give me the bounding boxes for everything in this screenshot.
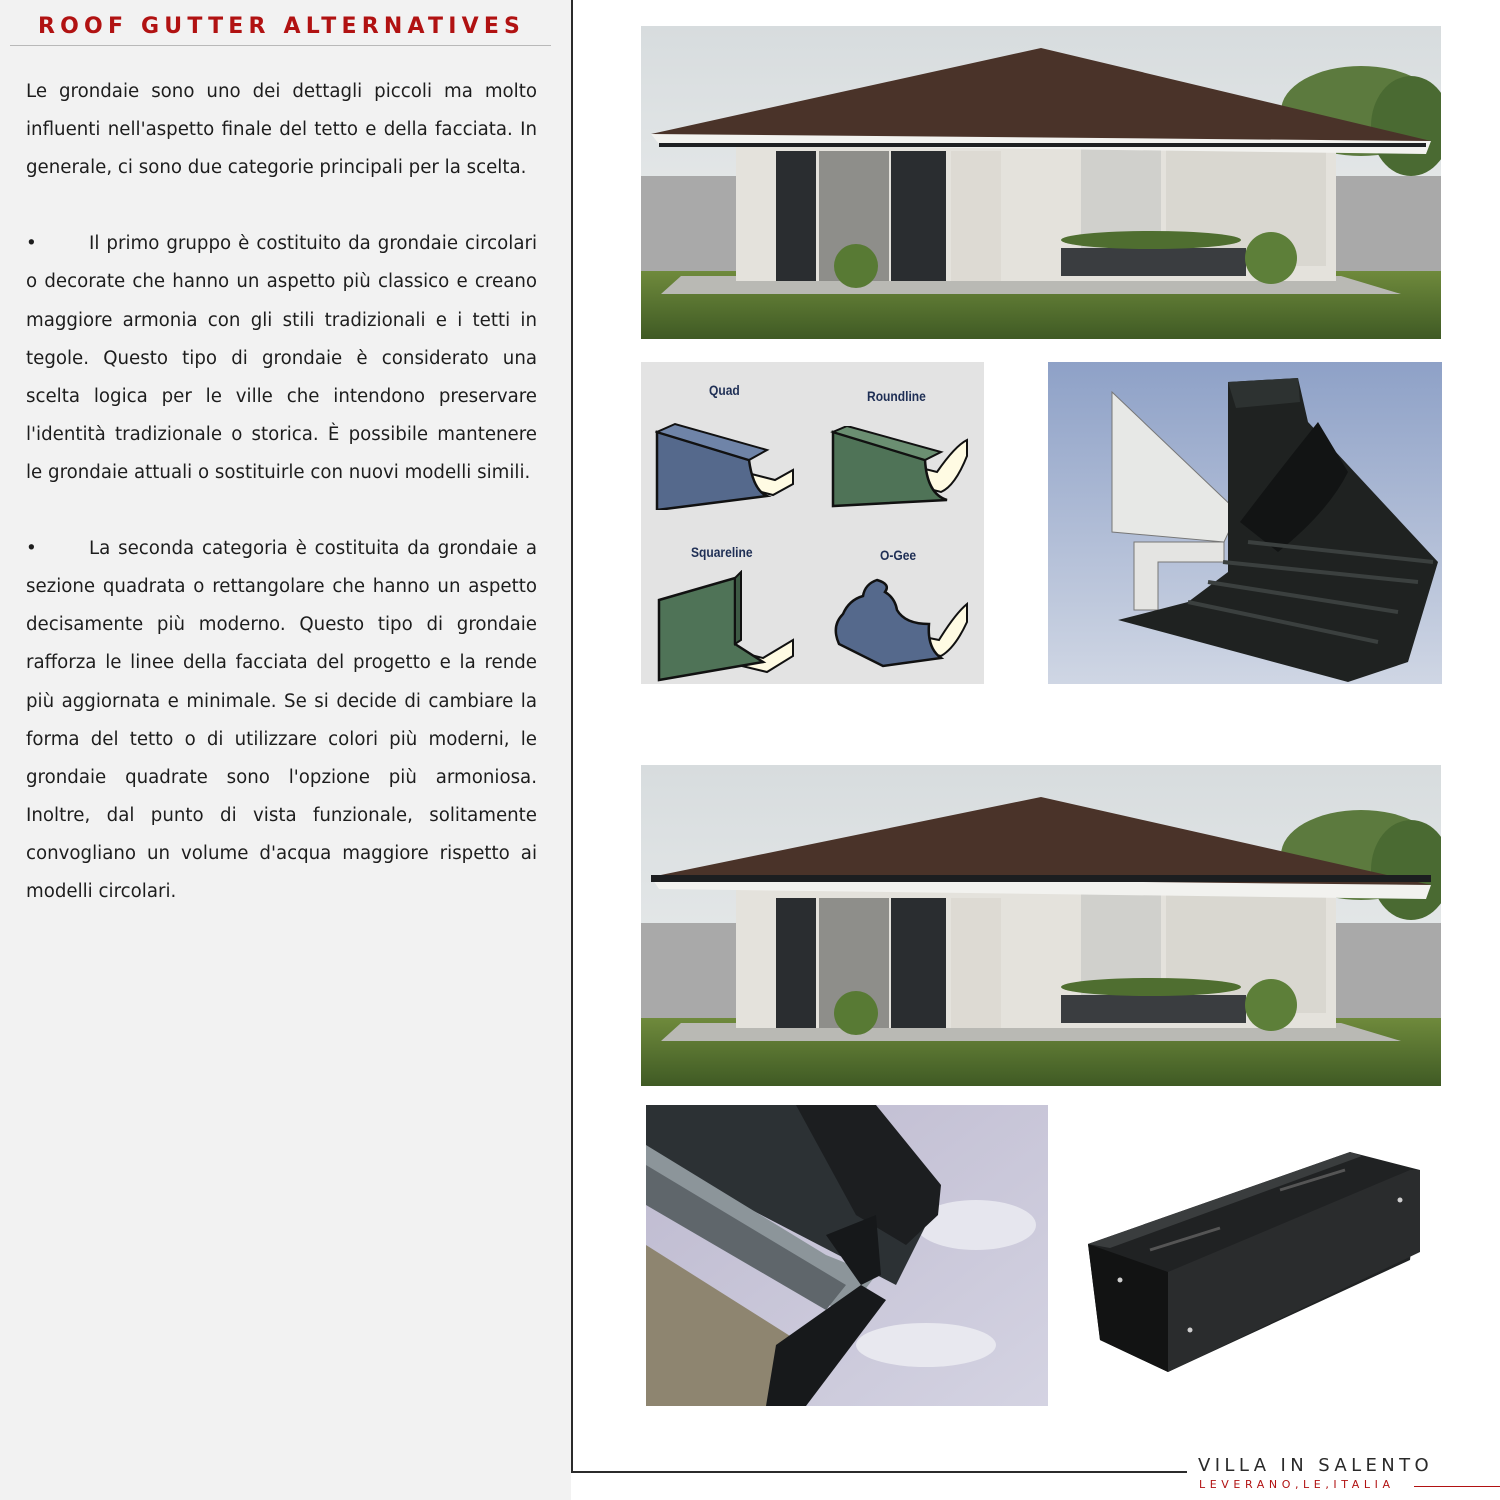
- bullet-point-2-text: La seconda categoria è costituita da grondaie a sezione quadrata o rettangolare che hanno un aspetto decisamente più moderno. Questo tipo di grondaie rafforza le linee della facciata del progetto e la rende più aggiornata e minimale. Se si decide di cambiare la forma del tetto o di utilizzare colori più moderni, le grondaie quadrate sono l'opzione più armoniosa. Inoltre, dal punto di vista funzionale, solitamente convogliano un volume d'acqua maggiore rispetto ai modelli circolari.: [26, 538, 537, 902]
- title-divider: [10, 45, 551, 46]
- gutter-profile-chart: [641, 362, 984, 684]
- bullet-point-1: [26, 225, 537, 492]
- roundline-gutter-icon: [829, 426, 971, 510]
- ogee-gutter-icon: [829, 574, 971, 668]
- gutter-label-quad: Quad: [709, 382, 740, 398]
- body-text: [26, 73, 537, 911]
- frame-vertical-line: [571, 0, 573, 1473]
- box-gutter-product-photo: [1080, 1140, 1435, 1385]
- project-location: LEVERANO,LE,ITALIA: [1199, 1478, 1395, 1491]
- footer-accent-line: [1414, 1486, 1500, 1487]
- quad-gutter-icon: [655, 420, 797, 510]
- bullet-marker: •: [26, 233, 37, 255]
- project-name: VILLA IN SALENTO: [1198, 1455, 1434, 1476]
- villa-render-classic-gutter: [641, 26, 1441, 339]
- squareline-gutter-icon: [655, 570, 797, 682]
- square-gutter-eave-photo: [646, 1105, 1048, 1406]
- bullet-marker: •: [26, 538, 37, 560]
- gutter-label-ogee: O-Gee: [880, 547, 917, 563]
- left-panel: [0, 0, 571, 1500]
- frame-horizontal-line: [571, 1471, 1187, 1473]
- gutter-label-squareline: Squareline: [691, 544, 753, 560]
- page-title: ROOF GUTTER ALTERNATIVES: [38, 14, 526, 39]
- bullet-point-1-text: Il primo gruppo è costituito da grondaie circolari o decorate che hanno un aspetto più classico e creano maggiore armonia con gli stili tradizionali e i tetti in tegole. Questo tipo di grondaie è considerato una scelta logica per le ville che intendono preservare l'identità tradizionale o storica. È possibile mantenere le grondaie attuali o sostituirle con nuovi modelli simili.: [26, 233, 537, 483]
- gutter-section-3d-render: [1048, 362, 1442, 684]
- gutter-label-roundline: Roundline: [867, 388, 926, 404]
- villa-render-modern-gutter: [641, 765, 1441, 1086]
- intro-paragraph: Le grondaie sono uno dei dettagli piccoli ma molto influenti nell'aspetto finale del tetto e della facciata. In generale, ci sono due categorie principali per la scelta.: [26, 81, 537, 179]
- bullet-point-2: [26, 530, 537, 911]
